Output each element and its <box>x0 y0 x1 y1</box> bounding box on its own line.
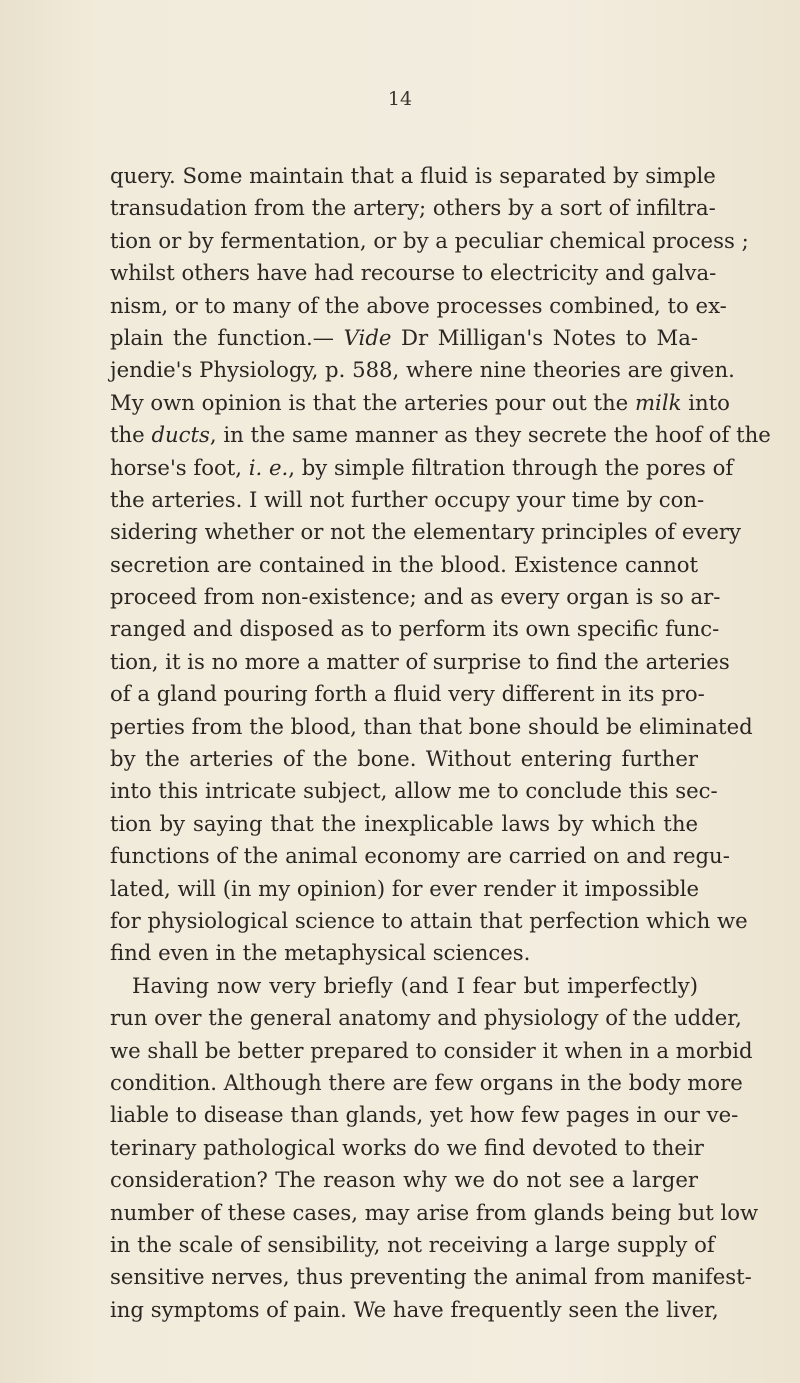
text-line: tion by saying that the inexplicable laws by which the <box>110 810 698 836</box>
text-line: jendie's Physiology, p. 588, where nine theories are given. <box>110 357 735 383</box>
text-line: horse's foot, i. e., by simple filtration through the pores of <box>110 454 734 480</box>
text-line: by the arteries of the bone. Without entering further <box>110 746 698 772</box>
text-line: proceed from non-existence; and as every organ is so ar- <box>110 584 721 610</box>
text-line: liable to disease than glands, yet how few pages in our ve- <box>110 1102 739 1128</box>
text-line: for physiological science to attain that perfection which we <box>110 907 748 933</box>
paragraph-end-line: find even in the metaphysical sciences. <box>110 940 531 966</box>
text-line: lated, will (in my opinion) for ever render it impossible <box>110 875 700 901</box>
text-line: My own opinion is that the arteries pour out the milk into <box>110 389 730 415</box>
text-line: ranged and disposed as to perform its own specific func- <box>110 616 720 642</box>
paragraph-start-line: Having now very briefly (and I fear but imperfectly) <box>132 972 698 998</box>
text-line: sensitive nerves, thus preventing the animal from manifest- <box>110 1264 752 1290</box>
text-line: sidering whether or not the elementary principles of every <box>110 519 742 545</box>
text-line: run over the general anatomy and physiology of the udder, <box>110 1005 742 1031</box>
text-line: tion or by fermentation, or by a peculiar chemical process ; <box>110 227 749 253</box>
text-line: consideration? The reason why we do not see a larger <box>110 1167 698 1193</box>
text-line: we shall be better prepared to consider it when in a morbid <box>110 1037 753 1063</box>
text-line: plain the function.— Vide Dr Milligan's Notes to Ma- <box>110 324 698 350</box>
text-line: query. Some maintain that a fluid is separated by simple <box>110 163 716 188</box>
text-line: of a gland pouring forth a fluid very different in its pro- <box>110 681 705 707</box>
text-line: condition. Although there are few organs in the body more <box>110 1069 743 1095</box>
page-number: 14 <box>387 88 413 110</box>
body-text <box>110 160 771 1326</box>
text-line: in the scale of sensibility, not receiving a large supply of <box>110 1231 715 1257</box>
text-line: the ducts, in the same manner as they secrete the hoof of the <box>110 422 771 448</box>
text-line: nism, or to many of the above processes combined, to ex- <box>110 292 727 318</box>
text-line: tion, it is no more a matter of surprise to find the arteries <box>110 648 730 674</box>
text-line: transudation from the artery; others by a sort of infiltra- <box>110 195 716 221</box>
text-line: terinary pathological works do we find devoted to their <box>110 1134 704 1160</box>
text-line: the arteries. I will not further occupy your time by con- <box>110 486 705 512</box>
text-line: ing symptoms of pain. We have frequently seen the liver, <box>110 1296 719 1322</box>
text-line: secretion are contained in the blood. Existence cannot <box>110 551 698 577</box>
text-line: whilst others have had recourse to electricity and galva- <box>110 260 717 286</box>
text-line: functions of the animal economy are carried on and regu- <box>110 843 730 869</box>
text-line: perties from the blood, than that bone should be eliminated <box>110 713 753 739</box>
text-line: into this intricate subject, allow me to conclude this sec- <box>110 778 718 804</box>
text-line: number of these cases, may arise from glands being but low <box>110 1199 759 1225</box>
